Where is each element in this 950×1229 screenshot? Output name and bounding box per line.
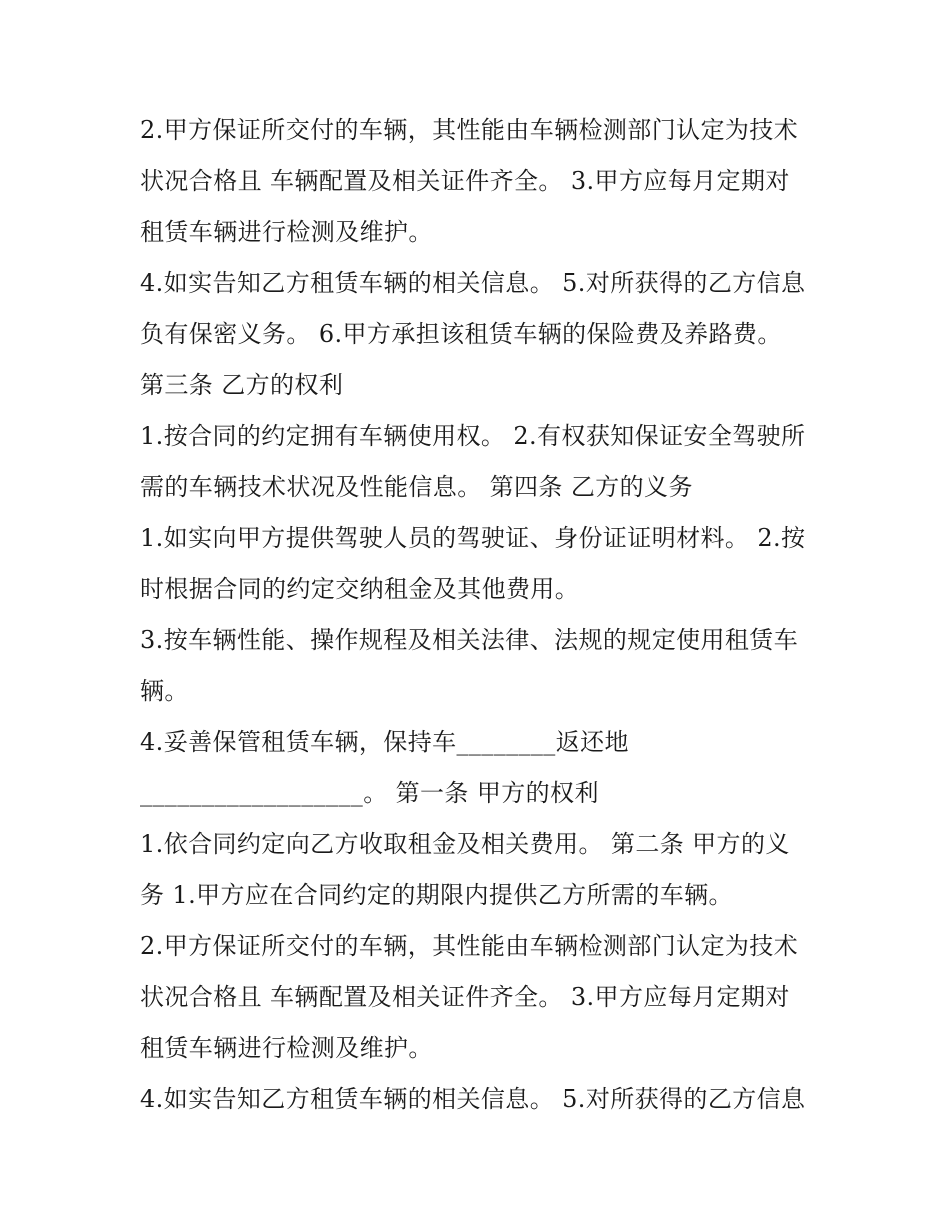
text-line: 状况合格且 车辆配置及相关证件齐全。 3.甲方应每月定期对	[140, 167, 790, 195]
text-line: 1.按合同的约定拥有车辆使用权。 2.有权获知保证安全驾驶所	[140, 422, 806, 450]
text-line: 2.甲方保证所交付的车辆，其性能由车辆检测部门认定为技术	[140, 932, 799, 960]
text-line: 租赁车辆进行检测及维护。	[140, 1034, 433, 1062]
text-line: 3.按车辆性能、操作规程及相关法律、法规的规定使用租赁车	[140, 626, 799, 654]
text-line: 4.妥善保管租赁车辆，保持车________返还地	[140, 728, 629, 756]
text-line: 1.依合同约定向乙方收取租金及相关费用。 第二条 甲方的义	[140, 830, 790, 858]
text-line: 务 1.甲方应在合同约定的期限内提供乙方所需的车辆。	[140, 881, 733, 909]
document-body	[140, 105, 820, 1125]
text-line: 状况合格且 车辆配置及相关证件齐全。 3.甲方应每月定期对	[140, 983, 790, 1011]
section-heading: 第三条 乙方的权利	[140, 371, 344, 399]
text-line: 租赁车辆进行检测及维护。	[140, 218, 433, 246]
text-line: 辆。	[140, 677, 189, 705]
text-line: __________________。 第一条 甲方的权利	[140, 779, 599, 807]
text-line: 负有保密义务。 6.甲方承担该租赁车辆的保险费及养路费。	[140, 320, 782, 348]
text-line: 需的车辆技术状况及性能信息。 第四条 乙方的义务	[140, 473, 693, 501]
text-line: 4.如实告知乙方租赁车辆的相关信息。 5.对所获得的乙方信息	[140, 1085, 806, 1113]
text-line: 4.如实告知乙方租赁车辆的相关信息。 5.对所获得的乙方信息	[140, 269, 806, 297]
text-line: 时根据合同的约定交纳租金及其他费用。	[140, 575, 580, 603]
text-line: 1.如实向甲方提供驾驶人员的驾驶证、身份证证明材料。 2.按	[140, 524, 806, 552]
text-line: 2.甲方保证所交付的车辆，其性能由车辆检测部门认定为技术	[140, 116, 799, 144]
